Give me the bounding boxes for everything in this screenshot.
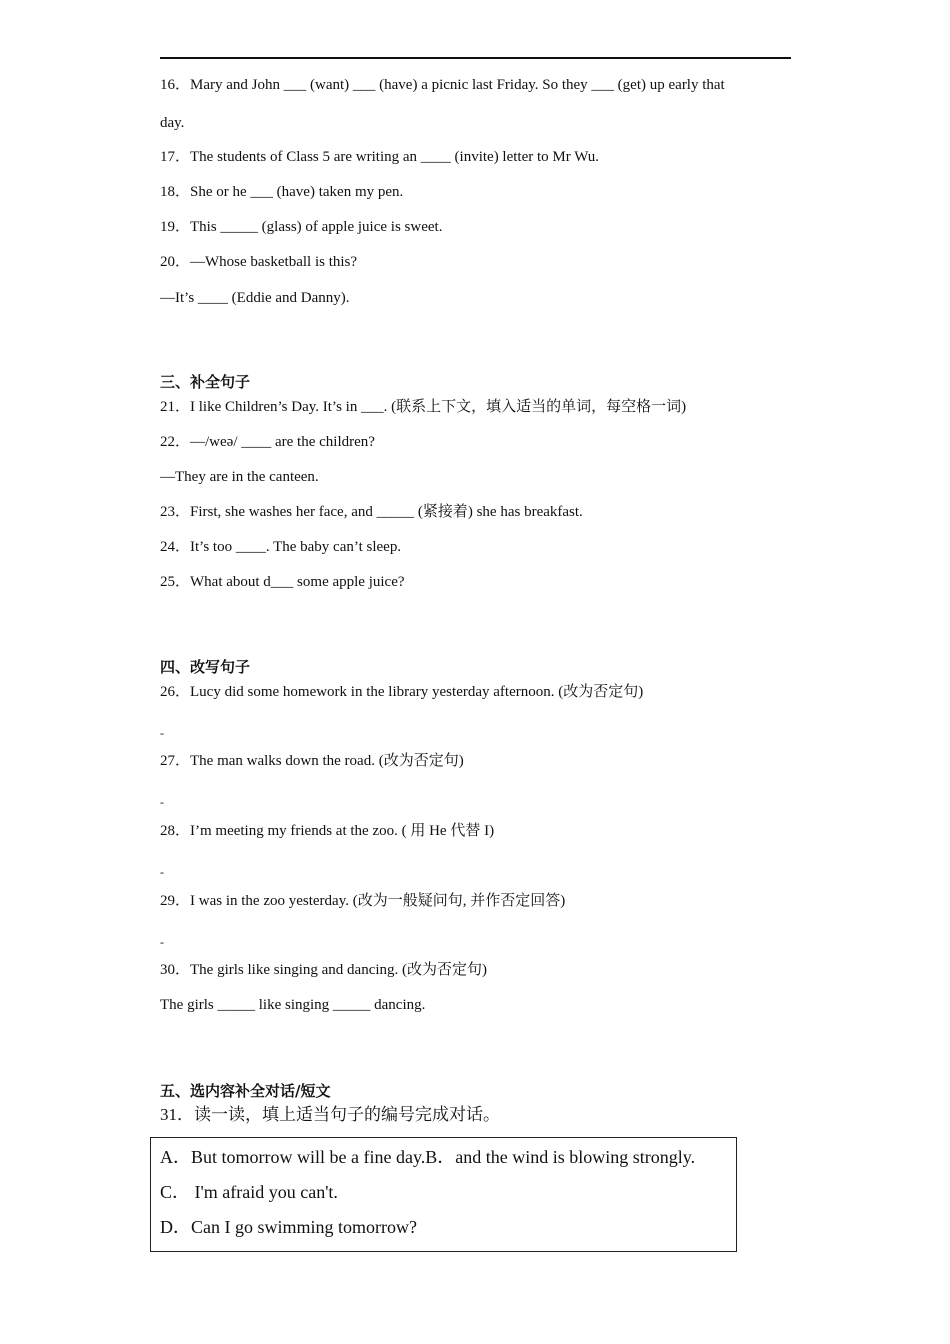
question-27-answer-line: - bbox=[160, 795, 164, 809]
question-19: 19．This _____ (glass) of apple juice is sweet. bbox=[160, 219, 443, 235]
question-26-answer-line: - bbox=[160, 726, 164, 740]
question-23: 23．First, she washes her face, and _____ (紧接着) she has breakfast. bbox=[160, 504, 583, 520]
question-22-line2: —They are in the canteen. bbox=[160, 469, 319, 485]
question-26: 26．Lucy did some homework in the library yesterday afternoon. (改为否定句) bbox=[160, 684, 644, 700]
header-rule bbox=[160, 57, 791, 59]
question-16-line1: 16．Mary and John ___ (want) ___ (have) a picnic last Friday. So they ___ (get) up early that bbox=[160, 77, 725, 93]
section-4-title: 四、改写句子 bbox=[160, 658, 251, 676]
question-31-prompt: 31．读一读，填上适当句子的编号完成对话。 bbox=[160, 1105, 500, 1124]
question-21: 21．I like Children’s Day. It’s in ___. (联系上下文，填入适当的单词，每空格一词) bbox=[160, 399, 687, 415]
question-30: 30．The girls like singing and dancing. (改为否定句) bbox=[160, 962, 488, 978]
option-d: D．Can I go swimming tomorrow? bbox=[160, 1217, 417, 1237]
option-c: C． I'm afraid you can't. bbox=[160, 1182, 338, 1202]
question-28: 28．I’m meeting my friends at the zoo. ( 用 He 代替 I) bbox=[160, 823, 495, 839]
question-25: 25．What about d___ some apple juice? bbox=[160, 574, 405, 590]
question-30-answer: The girls _____ like singing _____ dancing. bbox=[160, 997, 426, 1013]
question-18: 18．She or he ___ (have) taken my pen. bbox=[160, 184, 404, 200]
options-box bbox=[150, 1137, 737, 1252]
option-a-b: A．But tomorrow will be a fine day.B．and the wind is blowing strongly. bbox=[160, 1147, 696, 1167]
question-20-line1: 20．—Whose basketball is this? bbox=[160, 254, 358, 270]
question-27: 27．The man walks down the road. (改为否定句) bbox=[160, 753, 464, 769]
question-22-line1: 22．—/weə/ ____ are the children? bbox=[160, 434, 375, 450]
question-29-answer-line: - bbox=[160, 935, 164, 949]
section-3-title: 三、补全句子 bbox=[160, 373, 251, 391]
question-29: 29．I was in the zoo yesterday. (改为一般疑问句, 并作否定回答) bbox=[160, 893, 566, 909]
question-20-line2: —It’s ____ (Eddie and Danny). bbox=[160, 290, 350, 306]
question-28-answer-line: - bbox=[160, 865, 164, 879]
question-16-line2: day. bbox=[160, 115, 185, 131]
question-24: 24．It’s too ____. The baby can’t sleep. bbox=[160, 539, 402, 555]
question-17: 17．The students of Class 5 are writing an ____ (invite) letter to Mr Wu. bbox=[160, 149, 600, 165]
section-5-title: 五、选内容补全对话/短文 bbox=[160, 1082, 331, 1100]
